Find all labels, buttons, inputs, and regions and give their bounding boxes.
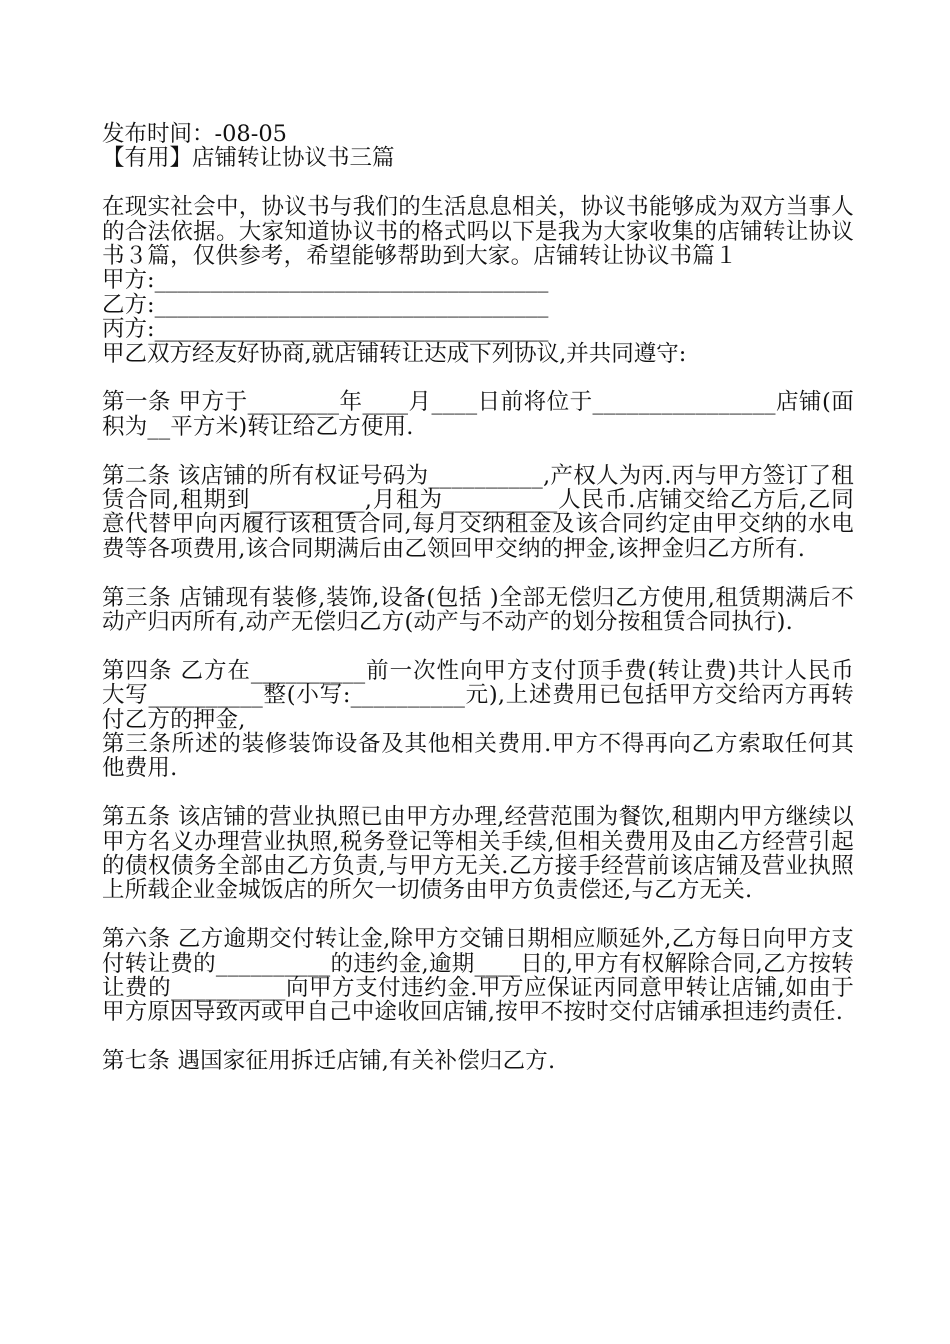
document-page (102, 122, 854, 1074)
intro-paragraph: 在现实社会中，协议书与我们的生活息息相关，协议书能够成为双方当事人的合法依据。大家知道协议书的格式吗以下是我为大家收集的店铺转让协议书３篇，仅供参考，希望能够帮助到大家。店铺转让协议书篇１ (102, 194, 854, 269)
spacer (102, 781, 854, 805)
spacer (102, 366, 854, 390)
preamble: 甲乙双方经友好协商,就店铺转让达成下列协议,并共同遵守: (102, 340, 687, 367)
spacer (102, 439, 854, 463)
party-a-line: 甲方:___________________________________ (102, 267, 549, 294)
party-c-line: 丙方:___________________________________ (102, 316, 549, 343)
article-6: 第六条 乙方逾期交付转让金,除甲方交铺日期相应顺延外,乙方每日向甲方支付转让费的__________的违约金,逾期____日的,甲方有权解除合同,乙方按转让费的__________向甲方支付违约金.甲方应保证丙同意甲转让店铺,如由于甲方原因导致丙或甲自己中途收回店铺,按甲不按时交付店铺承担违约责任. (102, 926, 854, 1026)
spacer (102, 171, 854, 195)
article-1: 第一条 甲方于________年____月____日前将位于________________店铺(面积为__平方米)转让给乙方使用. (102, 389, 854, 440)
party-b-line: 乙方:___________________________________ (102, 291, 549, 318)
article-4: 第四条 乙方在__________前一次性向甲方支付顶手费(转让费)共计人民币大写__________整(小写:__________元),上述费用已包括甲方交给丙方再转付乙方的押金, (102, 657, 854, 733)
spacer (102, 561, 854, 585)
article-2: 第二条 该店铺的所有权证号码为__________,产权人为丙.丙与甲方签订了租赁合同,租期到__________,月租为__________人民币.店铺交给乙方后,乙同意代替甲向丙履行该租赁合同,每月交纳租金及该合同约定由甲交纳的水电费等各项费用,该合同期满后由乙领回甲交纳的押金,该押金归乙方所有. (102, 462, 854, 562)
publish-date: 发布时间：-08-05 (102, 121, 287, 147)
document-title: 【有用】店铺转让协议书三篇 (102, 145, 395, 172)
article-3: 第三条 店铺现有装修,装饰,设备(包括 )全部无偿归乙方使用,租赁期满后不动产归丙所有,动产无偿归乙方(动产与不动产的划分按租赁合同执行). (102, 584, 854, 635)
spacer (102, 634, 854, 658)
spacer (102, 1025, 854, 1049)
spacer (102, 903, 854, 927)
article-4-continued: 第三条所述的装修装饰设备及其他相关费用.甲方不得再向乙方索取任何其他费用. (102, 730, 854, 782)
article-5: 第五条 该店铺的营业执照已由甲方办理,经营范围为餐饮,租期内甲方继续以甲方名义办理营业执照,税务登记等相关手续,但相关费用及由乙方经营引起的债权债务全部由乙方负责,与甲方无关.乙方接手经营前该店铺及营业执照上所载企业金城饭店的所欠一切债务由甲方负责偿还,与乙方无关. (102, 804, 854, 904)
article-7: 第七条 遇国家征用拆迁店铺,有关补偿归乙方. (102, 1048, 556, 1075)
